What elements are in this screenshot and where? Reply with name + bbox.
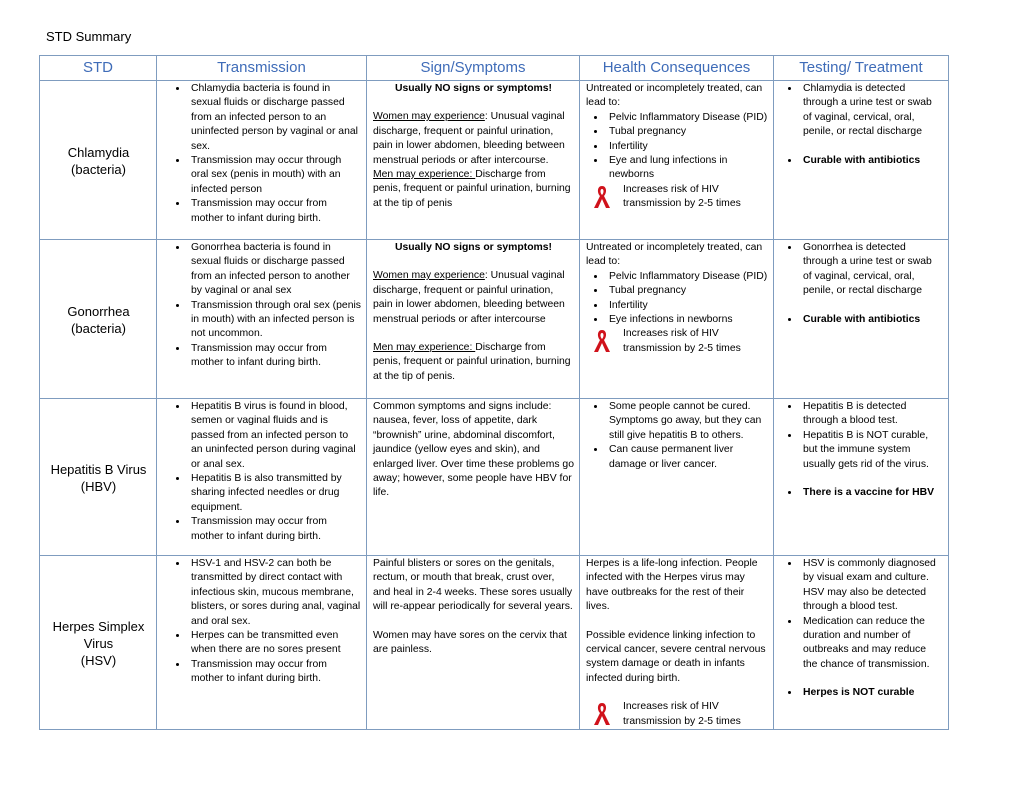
symptoms-text: Common symptoms and signs include: nausea, fever, loss of appetite, dark “brownish” urine, abdominal discomfort, jaundice (yellow eyes and skin), and enlarged liver. Over time these problems go away; however, some people have HBV for life. <box>373 401 574 499</box>
hiv-risk-note <box>586 700 768 729</box>
list-item: • Herpes is NOT curable <box>800 686 943 700</box>
list-item: • Hepatitis B is NOT curable, but the immune system usually gets rid of the virus. <box>800 429 943 472</box>
consequences-intro: Untreated or incompletely treated, can lead to: <box>586 83 763 109</box>
symptoms-heading: Usually NO signs or symptoms! <box>394 83 553 94</box>
std-name: Chlamydia <box>67 144 130 160</box>
symptoms-cell <box>367 556 580 730</box>
std-name-cell <box>40 240 157 399</box>
std-name: Gonorrhea <box>67 303 130 319</box>
men-text: Discharge from penis, frequent or painful urination, burning at the tip of penis. <box>373 342 571 382</box>
header-testing: Testing/ Treatment <box>774 56 949 81</box>
list-item: • Medication can reduce the duration and number of outbreaks and may reduce the chance of transmission. <box>800 615 943 673</box>
list-item: • Gonorrhea bacteria is found in sexual fluids or discharge passed from an infected person to another by vaginal or anal sex <box>188 241 361 299</box>
transmission-cell <box>157 81 367 240</box>
testing-cell <box>774 240 949 399</box>
header-std: STD <box>40 56 157 81</box>
transmission-cell <box>157 240 367 399</box>
red-awareness-ribbon-icon <box>591 328 613 354</box>
list-item: • Infertility <box>606 140 768 154</box>
list-item: • Curable with antibiotics <box>800 154 943 168</box>
transmission-cell <box>157 556 367 730</box>
list-item: • Hepatitis B is detected through a blood test. <box>800 400 943 429</box>
list-item: • Transmission may occur from mother to infant during birth. <box>188 658 361 687</box>
std-summary-table <box>39 55 949 730</box>
list-item: • Pelvic Inflammatory Disease (PID) <box>606 270 768 284</box>
list-item: • Chlamydia is detected through a urine test or swab of vaginal, cervical, oral, penile, or rectal discharge <box>800 82 943 140</box>
table-row <box>40 81 949 240</box>
std-abbrev: (HSV) <box>80 652 117 668</box>
consequences-cell <box>580 556 774 730</box>
testing-cell <box>774 556 949 730</box>
women-symptoms <box>373 110 574 168</box>
std-name-line2: Virus <box>83 635 114 651</box>
men-label: Men may experience: <box>373 169 476 181</box>
women-label: Women may experience <box>373 111 485 123</box>
list-item: • Infertility <box>606 299 768 313</box>
consequences-evidence: Possible evidence linking infection to cervical cancer, severe central nervous system damage or death in infants infected during birth. <box>586 629 766 684</box>
list-item: • Transmission may occur from mother to infant during birth. <box>188 342 361 371</box>
consequences-cell <box>580 399 774 556</box>
header-symptoms: Sign/Symptoms <box>367 56 580 81</box>
std-name: Herpes Simplex <box>52 618 145 634</box>
consequences-cell <box>580 81 774 240</box>
table-row <box>40 240 949 399</box>
consequences-text: Herpes is a life-long infection. People infected with the Herpes virus may have outbreaks for the rest of their lives. <box>586 558 758 613</box>
red-awareness-ribbon-icon <box>591 701 613 727</box>
list-item: • Can cause permanent liver damage or liver cancer. <box>606 443 768 472</box>
list-item: • Chlamydia bacteria is found in sexual fluids or discharge passed from an infected person to an uninfected person by vaginal or anal sex. <box>188 82 361 154</box>
list-item: • There is a vaccine for HBV <box>800 486 943 500</box>
list-item: • Pelvic Inflammatory Disease (PID) <box>606 111 768 125</box>
list-item: • Tubal pregnancy <box>606 284 768 298</box>
header-transmission: Transmission <box>157 56 367 81</box>
symptoms-cell <box>367 81 580 240</box>
list-item: • Curable with antibiotics <box>800 313 943 327</box>
consequences-cell <box>580 240 774 399</box>
std-name: Hepatitis B Virus <box>50 461 147 477</box>
men-symptoms <box>373 168 574 211</box>
consequences-intro: Untreated or incompletely treated, can lead to: <box>586 242 763 268</box>
std-name-cell <box>40 556 157 730</box>
std-type: (bacteria) <box>71 161 126 177</box>
header-row <box>40 56 949 81</box>
hiv-risk-text: Increases risk of HIV transmission by 2-5 times <box>623 328 741 354</box>
women-symptoms <box>373 269 574 327</box>
table-row <box>40 556 949 730</box>
symptoms-heading: Usually NO signs or symptoms! <box>394 242 553 253</box>
hiv-risk-text: Increases risk of HIV transmission by 2-5 times <box>623 701 741 727</box>
symptoms-text: Painful blisters or sores on the genitals, rectum, or mouth that break, crust over, and heal in 2-4 weeks. These sores usually will re-appear periodically for several years. <box>373 558 573 613</box>
list-item: • Gonorrhea is detected through a urine test or swab of vaginal, cervical, oral, penile, or rectal discharge <box>800 241 943 299</box>
header-consequences: Health Consequences <box>580 56 774 81</box>
list-item: • Tubal pregnancy <box>606 125 768 139</box>
list-item: • HSV is commonly diagnosed by visual exam and culture. HSV may also be detected through a blood test. <box>800 557 943 615</box>
women-label: Women may experience <box>373 270 485 282</box>
women-text: : Unusual vaginal discharge, frequent or painful urination, pain in lower abdomen, bleeding between menstrual periods or after intercourse. <box>373 111 565 166</box>
std-type: (HBV) <box>80 478 117 494</box>
list-item: • Some people cannot be cured. Symptoms go away, but they can still give hepatitis B to others. <box>606 400 768 443</box>
list-item: • Transmission may occur through oral sex (penis in mouth) with an infected person <box>188 154 361 197</box>
std-type: (bacteria) <box>71 320 126 336</box>
list-item: • Eye infections in newborns <box>606 313 768 327</box>
testing-cell <box>774 81 949 240</box>
list-item: • Herpes can be transmitted even when there are no sores present <box>188 629 361 658</box>
transmission-cell <box>157 399 367 556</box>
list-item: • Hepatitis B virus is found in blood, semen or vaginal fluids and is passed from an infected person to an uninfected person during vaginal or anal sex. <box>188 400 361 472</box>
red-awareness-ribbon-icon <box>591 184 613 210</box>
symptoms-cell <box>367 399 580 556</box>
hiv-risk-text: Increases risk of HIV transmission by 2-5 times <box>623 183 741 210</box>
list-item: • HSV-1 and HSV-2 can both be transmitted by direct contact with infectious skin, mucous membrane, blisters, or sores during anal, vaginal and oral sex. <box>188 557 361 629</box>
women-text: : Unusual vaginal discharge, frequent or painful urination, pain in lower abdomen, bleeding between menstrual periods or after intercourse <box>373 270 565 325</box>
std-name-cell <box>40 81 157 240</box>
std-name-cell <box>40 399 157 556</box>
men-label: Men may experience: <box>373 342 476 354</box>
list-item: • Transmission may occur from mother to infant during birth. <box>188 515 361 544</box>
table-row <box>40 399 949 556</box>
hiv-risk-note <box>586 327 768 356</box>
testing-cell <box>774 399 949 556</box>
list-item: • Eye and lung infections in newborns <box>606 154 768 183</box>
hiv-risk-note <box>586 183 768 212</box>
symptoms-cell <box>367 240 580 399</box>
list-item: • Transmission through oral sex (penis in mouth) with an infected person is not uncommon. <box>188 299 361 342</box>
list-item: • Transmission may occur from mother to infant during birth. <box>188 197 361 226</box>
page-title: STD Summary <box>46 29 132 44</box>
list-item: • Hepatitis B is also transmitted by sharing infected needles or drug equipment. <box>188 472 361 515</box>
men-symptoms <box>373 341 574 384</box>
symptoms-text-women: Women may have sores on the cervix that are painless. <box>373 629 567 656</box>
men-text: Discharge from penis, frequent or painful urination, burning at the tip of penis <box>373 169 571 209</box>
